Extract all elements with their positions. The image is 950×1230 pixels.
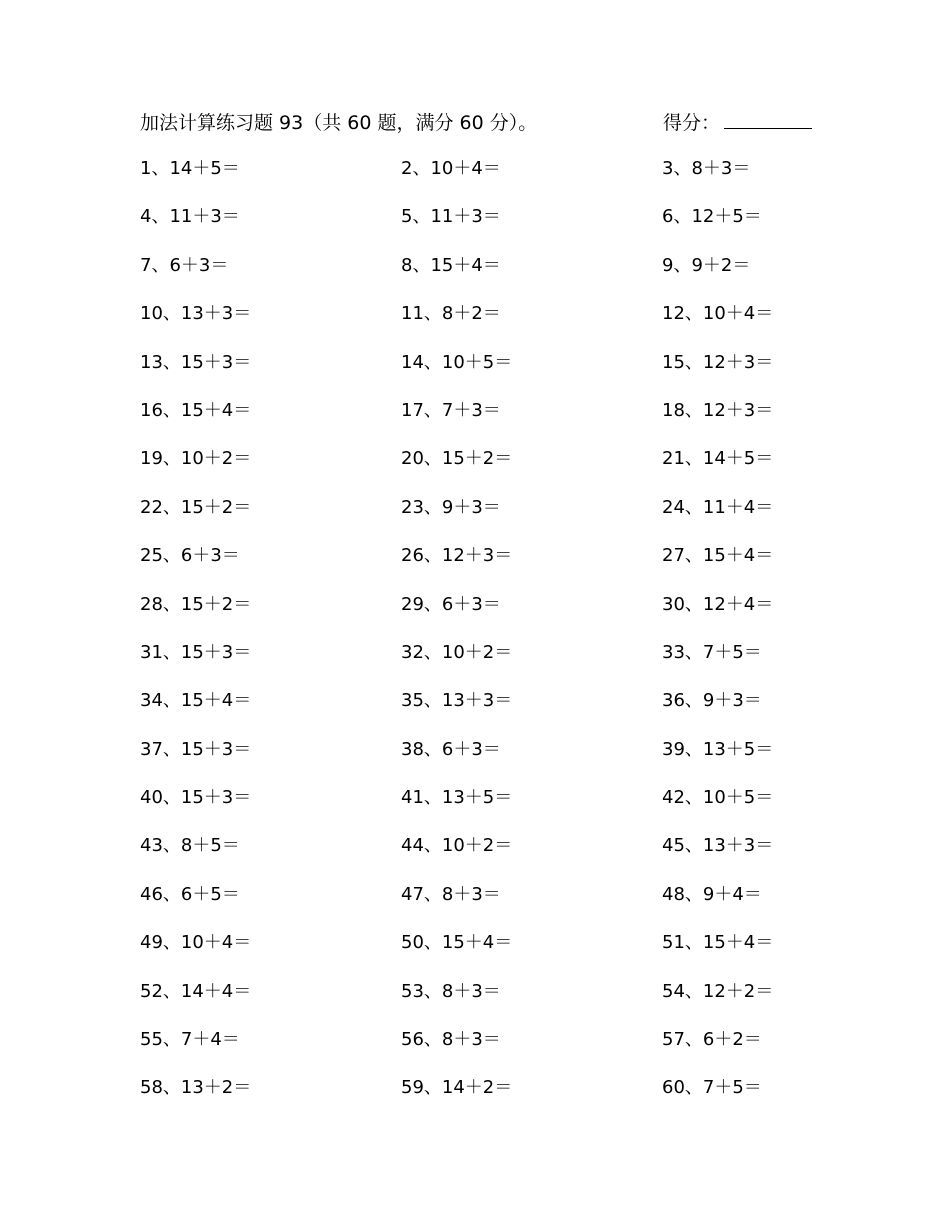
- problem-item: 51、15＋4＝: [662, 932, 774, 954]
- problem-item: 49、10＋4＝: [140, 932, 252, 954]
- problem-item: 5、11＋3＝: [401, 206, 501, 228]
- problem-item: 52、14＋4＝: [140, 980, 252, 1002]
- worksheet-header: [140, 108, 820, 138]
- problem-item: 33、7＋5＝: [662, 641, 762, 663]
- problem-item: 4、11＋3＝: [140, 206, 240, 228]
- problem-item: 16、15＋4＝: [140, 399, 252, 421]
- problem-item: 59、14＋2＝: [401, 1077, 513, 1099]
- problem-item: 56、8＋3＝: [401, 1029, 501, 1051]
- problem-item: 37、15＋3＝: [140, 738, 252, 760]
- problem-grid: [140, 154, 840, 1124]
- score-area: [663, 108, 812, 138]
- problem-item: 7、6＋3＝: [140, 254, 229, 276]
- problem-item: 19、10＋2＝: [140, 448, 252, 470]
- problem-item: 22、15＋2＝: [140, 496, 252, 518]
- problem-item: 43、8＋5＝: [140, 835, 240, 857]
- problem-item: 31、15＋3＝: [140, 641, 252, 663]
- problem-item: 14、10＋5＝: [401, 351, 513, 373]
- problem-item: 32、10＋2＝: [401, 641, 513, 663]
- problem-item: 35、13＋3＝: [401, 690, 513, 712]
- problem-item: 50、15＋4＝: [401, 932, 513, 954]
- problem-item: 17、7＋3＝: [401, 399, 501, 421]
- problem-item: 45、13＋3＝: [662, 835, 774, 857]
- problem-item: 36、9＋3＝: [662, 690, 762, 712]
- problem-item: 24、11＋4＝: [662, 496, 774, 518]
- problem-item: 38、6＋3＝: [401, 738, 501, 760]
- worksheet-title: 加法计算练习题 93（共 60 题，满分 60 分）。: [140, 112, 538, 134]
- problem-item: 57、6＋2＝: [662, 1029, 762, 1051]
- score-blank-line: [724, 108, 812, 129]
- problem-item: 11、8＋2＝: [401, 303, 501, 325]
- problem-item: 30、12＋4＝: [662, 593, 774, 615]
- problem-item: 12、10＋4＝: [662, 303, 774, 325]
- problem-item: 2、10＋4＝: [401, 158, 501, 179]
- problem-item: 25、6＋3＝: [140, 545, 240, 567]
- problem-item: 55、7＋4＝: [140, 1029, 240, 1051]
- problem-item: 1、14＋5＝: [140, 158, 240, 179]
- problem-item: 47、8＋3＝: [401, 883, 501, 905]
- problem-item: 60、7＋5＝: [662, 1077, 762, 1099]
- problem-item: 41、13＋5＝: [401, 787, 513, 809]
- problem-item: 39、13＋5＝: [662, 738, 774, 760]
- problem-item: 48、9＋4＝: [662, 883, 762, 905]
- problem-item: 40、15＋3＝: [140, 787, 252, 809]
- problem-item: 26、12＋3＝: [401, 545, 513, 567]
- problem-item: 44、10＋2＝: [401, 835, 513, 857]
- problem-item: 28、15＋2＝: [140, 593, 252, 615]
- problem-item: 6、12＋5＝: [662, 206, 762, 228]
- score-label: 得分：: [663, 112, 721, 134]
- problem-item: 3、8＋3＝: [662, 158, 751, 179]
- problem-item: 34、15＋4＝: [140, 690, 252, 712]
- problem-item: 21、14＋5＝: [662, 448, 774, 470]
- problem-item: 18、12＋3＝: [662, 399, 774, 421]
- problem-item: 58、13＋2＝: [140, 1077, 252, 1099]
- problem-item: 29、6＋3＝: [401, 593, 501, 615]
- problem-item: 46、6＋5＝: [140, 883, 240, 905]
- problem-item: 15、12＋3＝: [662, 351, 774, 373]
- problem-item: 9、9＋2＝: [662, 254, 751, 276]
- problem-item: 54、12＋2＝: [662, 980, 774, 1002]
- problem-item: 10、13＋3＝: [140, 303, 252, 325]
- problem-item: 13、15＋3＝: [140, 351, 252, 373]
- problem-item: 42、10＋5＝: [662, 787, 774, 809]
- problem-item: 20、15＋2＝: [401, 448, 513, 470]
- problem-item: 27、15＋4＝: [662, 545, 774, 567]
- problem-item: 53、8＋3＝: [401, 980, 501, 1002]
- problem-item: 23、9＋3＝: [401, 496, 501, 518]
- problem-item: 8、15＋4＝: [401, 254, 501, 276]
